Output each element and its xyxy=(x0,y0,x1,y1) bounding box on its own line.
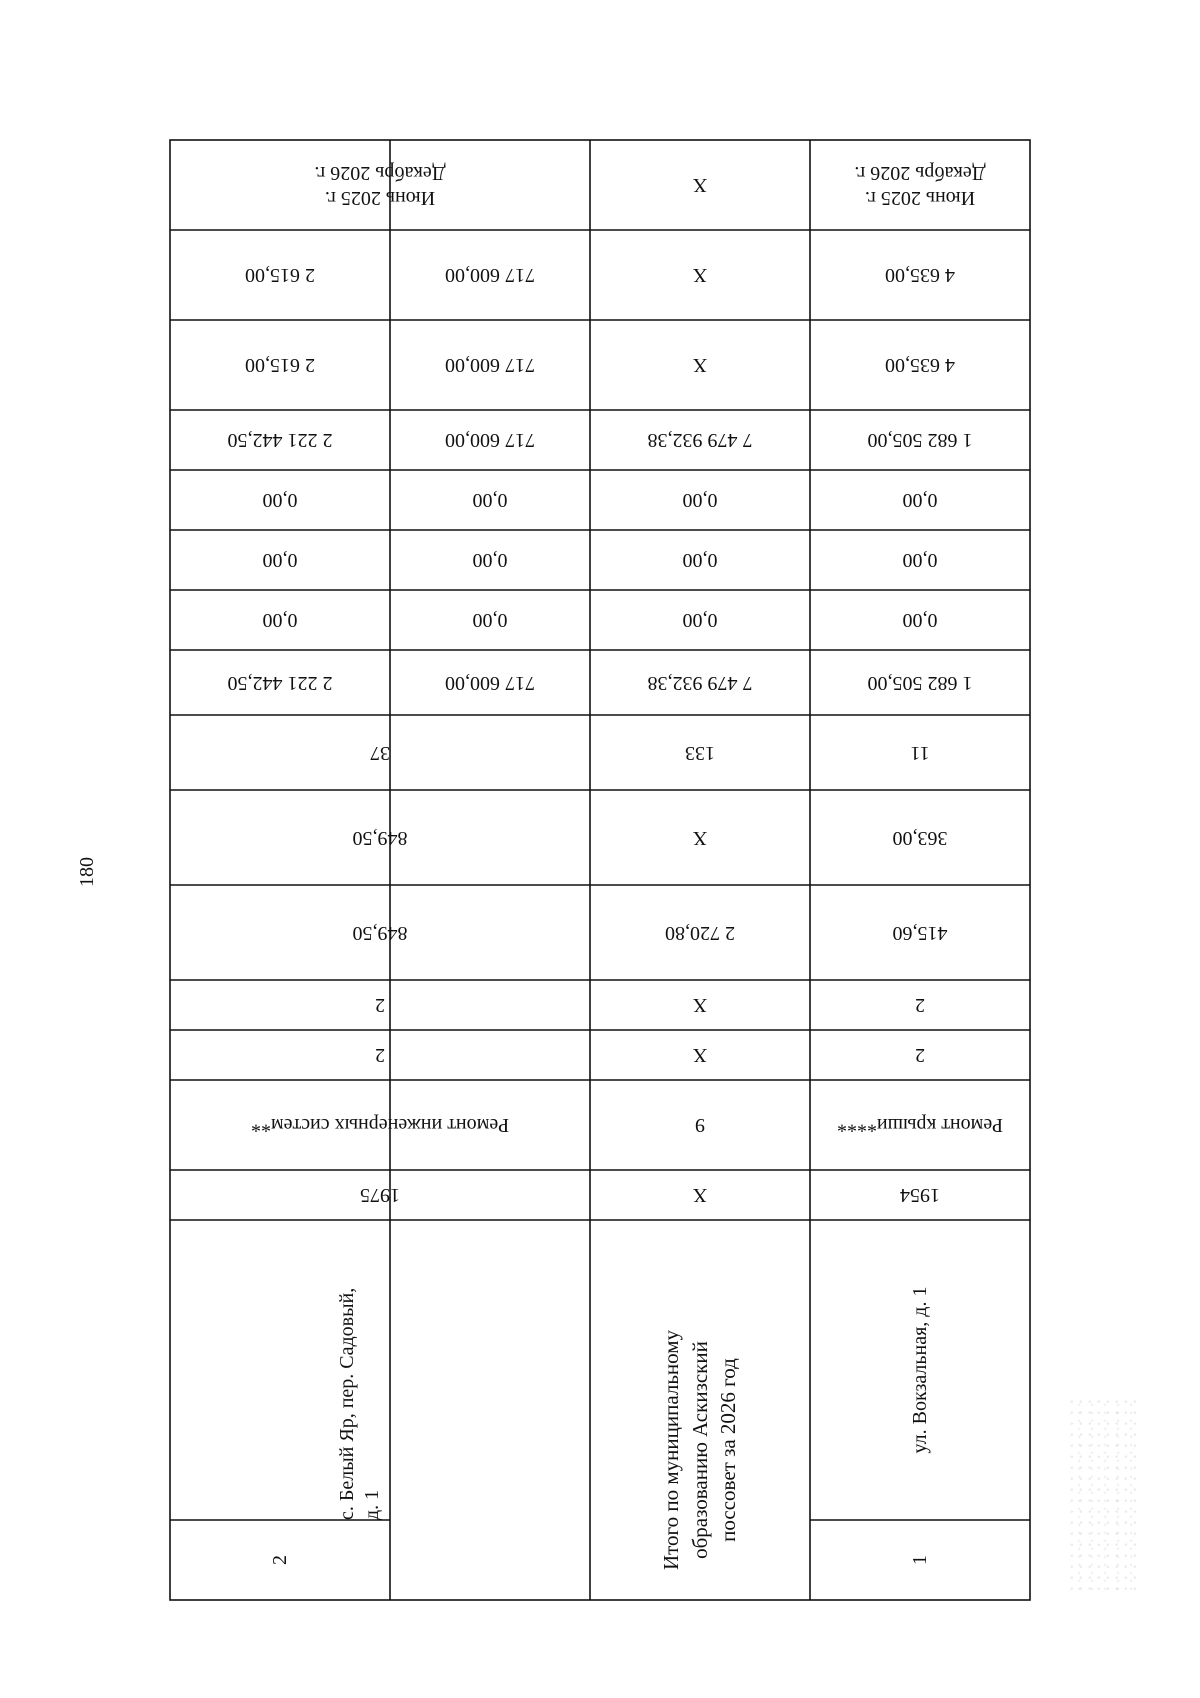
row-1-funds: 1 682 505,00 xyxy=(867,429,973,452)
page-number: 180 xyxy=(76,857,98,887)
row-total-value-a: Х xyxy=(692,1044,708,1067)
row-1-number: 1 xyxy=(908,1555,931,1565)
row-total-label-line-3: поссовет за 2026 год xyxy=(716,1358,741,1542)
row-total-value-e: 133 xyxy=(685,742,715,764)
row-2-cost-2-right: 717 600,00 xyxy=(445,354,535,377)
row-2-value-a: 2 xyxy=(375,1044,385,1067)
row-2-value-d: 849,50 xyxy=(352,827,408,849)
row-total-subtotal-1: 0,00 xyxy=(682,489,718,512)
row-total-subtotal-3: 0,00 xyxy=(682,609,718,632)
row-2-address-line-2: д. 1 xyxy=(361,1489,383,1520)
row-1-subtotal-1: 0,00 xyxy=(902,489,938,512)
row-2-cost-1-right: 717 600,00 xyxy=(445,264,535,287)
row-2-subtotal-2-left: 0,00 xyxy=(262,549,298,572)
row-1-total: 1 682 505,00 xyxy=(867,672,973,694)
row-2-address-line-1: с. Белый Яр, пер. Садовый, xyxy=(336,1287,358,1520)
row-2-address xyxy=(320,1220,400,1520)
row-1-work: Ремонт крыши**** xyxy=(836,1114,1004,1137)
row-2-value-c: 849,50 xyxy=(352,922,408,944)
row-total-label xyxy=(620,1300,780,1600)
row-2-subtotal-3-left: 0,00 xyxy=(262,609,298,632)
row-1-cost-1: 4 635,00 xyxy=(885,264,955,287)
row-total-period: Х xyxy=(692,174,708,197)
row-2-funds-left: 2 221 442,50 xyxy=(227,429,333,452)
row-2-number: 2 xyxy=(268,1555,291,1565)
row-total-cost-2: Х xyxy=(692,354,708,377)
row-2-funds-right: 717 600,00 xyxy=(445,429,535,452)
row-2-total-left: 2 221 442,50 xyxy=(227,672,333,694)
row-2-value-b: 2 xyxy=(375,994,385,1017)
row-2-period-line-1: Июнь 2025 г. xyxy=(324,187,436,209)
row-2-subtotal-3-right: 0,00 xyxy=(472,609,508,632)
row-2-year: 1975 xyxy=(360,1184,400,1207)
row-total-cost-1: Х xyxy=(692,264,708,287)
row-2-cost-1-left: 2 615,00 xyxy=(245,264,315,287)
row-2-total-right: 717 600,00 xyxy=(445,672,535,694)
row-total-value-c: 2 720,80 xyxy=(665,922,735,944)
rotated-repair-table xyxy=(170,140,1030,1600)
row-1-period xyxy=(810,140,1030,230)
row-total-value-d: Х xyxy=(692,827,708,849)
row-1-value-c: 415,60 xyxy=(892,922,948,944)
row-1-address: ул. Вокзальная, д. 1 xyxy=(908,1286,931,1454)
row-1-subtotal-2: 0,00 xyxy=(902,549,938,572)
row-2-value-e: 37 xyxy=(370,742,390,764)
row-2-period-line-2: Декабрь 2026 г. xyxy=(314,162,446,184)
row-1-period-line-1: Июнь 2025 г. xyxy=(864,187,976,209)
row-1-value-d: 363,00 xyxy=(892,827,948,849)
scan-noise xyxy=(1070,1400,1140,1590)
row-total-label-line-2: образованию Аскизский xyxy=(687,1341,712,1559)
row-2-work: Ремонт инженерных систем** xyxy=(250,1114,510,1137)
row-1-value-e: 11 xyxy=(910,742,930,764)
row-total-value-b: Х xyxy=(692,994,708,1017)
row-1-period-line-2: Декабрь 2026 г. xyxy=(854,162,986,184)
row-1-subtotal-3: 0,00 xyxy=(902,609,938,632)
row-2-subtotal-1-left: 0,00 xyxy=(262,489,298,512)
row-1-year: 1954 xyxy=(900,1184,940,1207)
row-2-cost-2-left: 2 615,00 xyxy=(245,354,315,377)
row-1-value-a: 2 xyxy=(915,1044,925,1067)
row-total-work: 9 xyxy=(695,1114,705,1137)
row-total-funds: 7 479 932,38 xyxy=(647,429,753,452)
row-total-year: Х xyxy=(692,1184,708,1207)
row-2-subtotal-2-right: 0,00 xyxy=(472,549,508,572)
row-1-value-b: 2 xyxy=(915,994,925,1017)
row-total-total: 7 479 932,38 xyxy=(647,672,753,694)
row-total-label-line-1: Итого по муниципальному xyxy=(659,1329,684,1571)
row-1-cost-2: 4 635,00 xyxy=(885,354,955,377)
row-2-period xyxy=(170,140,590,230)
row-2-subtotal-1-right: 0,00 xyxy=(472,489,508,512)
row-total-subtotal-2: 0,00 xyxy=(682,549,718,572)
